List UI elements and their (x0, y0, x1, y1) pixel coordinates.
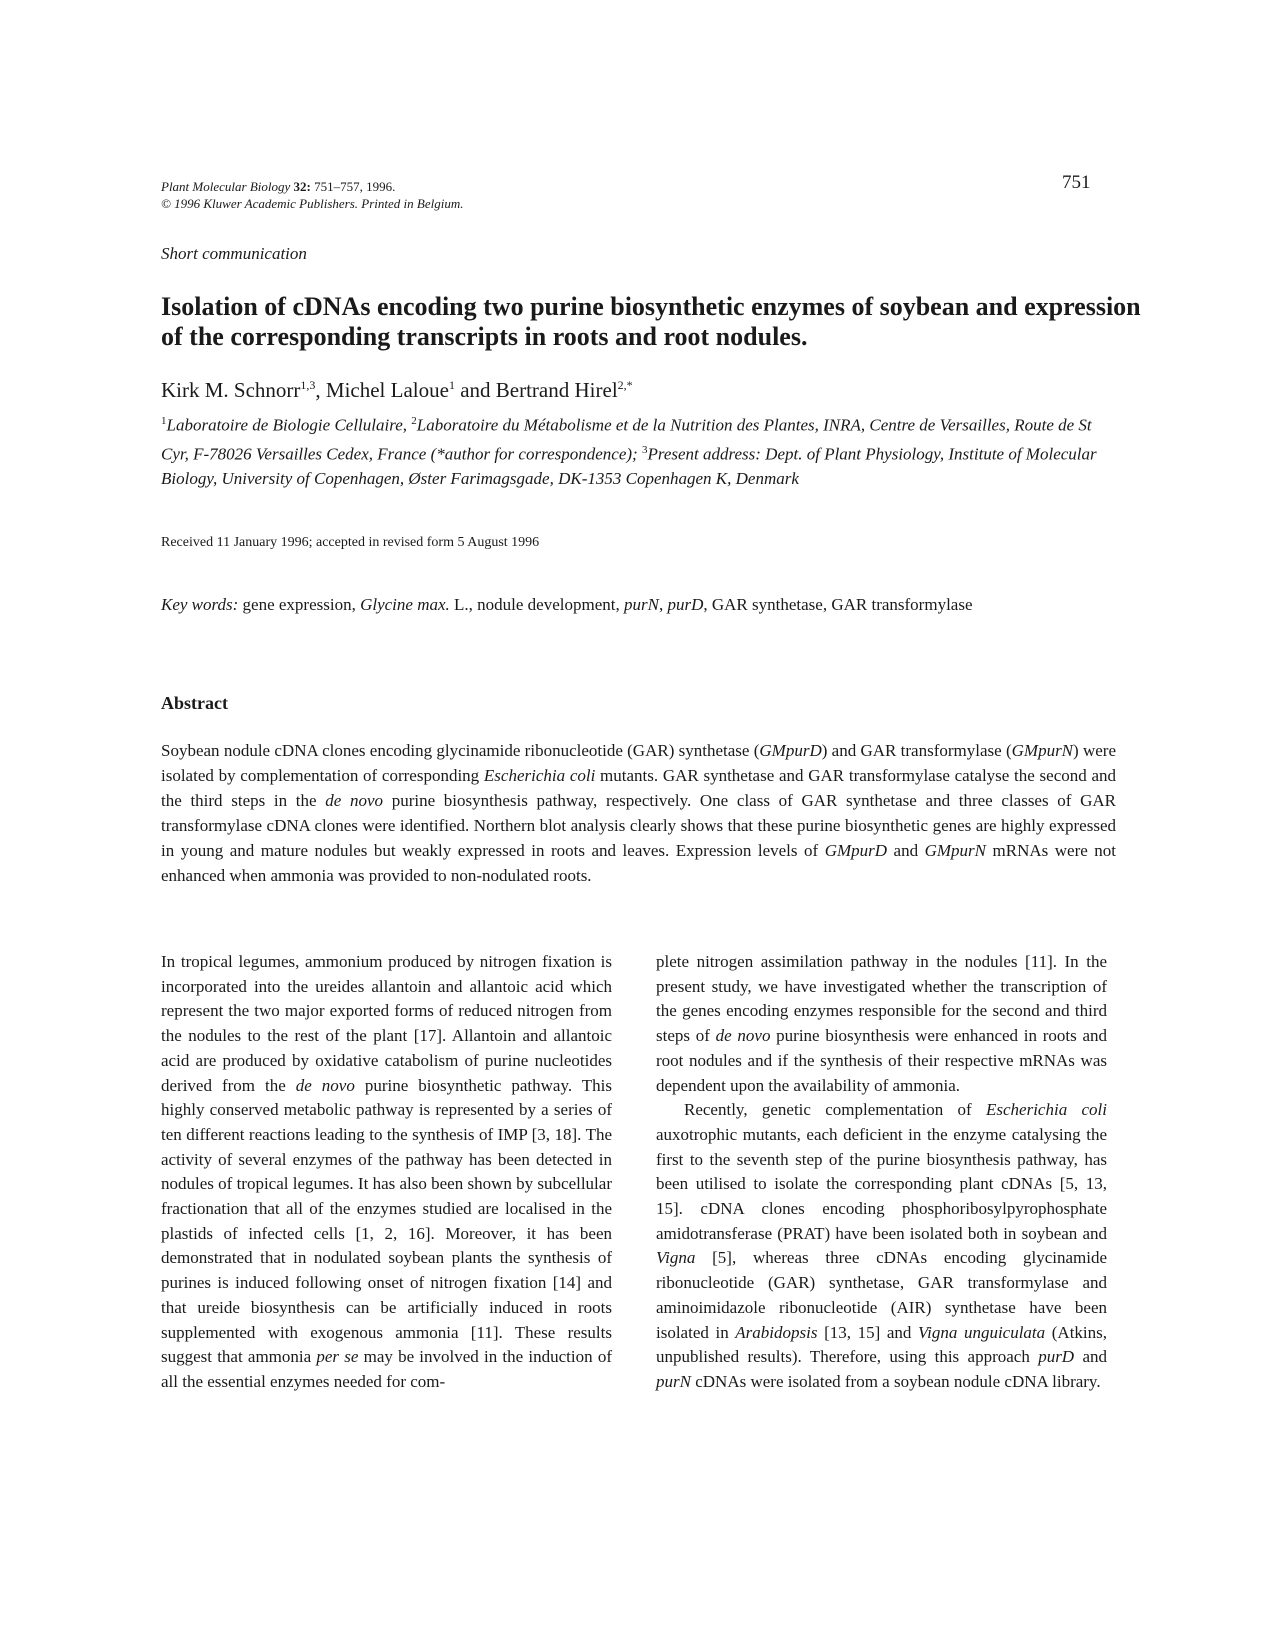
copyright-line: © 1996 Kluwer Academic Publishers. Printed in Belgium. (161, 196, 464, 211)
body-text: In tropical legumes, ammonium produced by nitrogen fixation is incorporated into the ureides allantoin and allantoic acid which represent the two major exported forms of reduced nitrogen from the nodules to the rest of the plant [17]. Allantoin and allantoic acid are produced by oxidative catabolism of purine nucleotides derived from the (161, 952, 612, 1095)
journal-name: Plant Molecular Biology (161, 179, 291, 194)
author-affil-mark: 2,* (617, 378, 633, 392)
author-list (161, 378, 633, 403)
body-paragraph (656, 1098, 1107, 1394)
affil-mark: 3 (641, 443, 648, 456)
affil-text: Laboratoire de Biologie Cellulaire, (166, 415, 412, 435)
affil-mark: 2 (411, 415, 417, 427)
body-text: auxotrophic mutants, each deficient in the enzyme catalysing the first to the seventh step of the purine biosynthesis pathway, has been utilised to isolate the corresponding plant cDNAs [5, 13, 15]. cDNA clones encoding phosphoribosylpyrophosphate amidotransferase (PRAT) have been isolated both in soybean and (656, 1124, 1107, 1243)
keywords (161, 592, 1116, 617)
body-text: Vigna unguiculata (918, 1322, 1046, 1342)
author-separator: and (454, 378, 496, 402)
abstract-text: GMpurD (759, 741, 822, 760)
journal-pages: 751–757, 1996. (314, 179, 396, 194)
body-text: per se (316, 1347, 359, 1367)
keywords-label: Key words: (161, 595, 239, 614)
body-text: de novo (715, 1026, 771, 1046)
body-text: Recently, genetic complementation of (684, 1100, 986, 1120)
body-text: [5], whereas three cDNAs encoding glycinamide ribonucleotide (GAR) synthetase, GAR transformylase and aminoimidazole ribonucleotide (AIR) synthetase have been isolated in (656, 1248, 1107, 1342)
keyword-text: purD (667, 595, 704, 614)
affil-text: Present address: Dept. of Plant Physiology, Institute of Molecular Biology, University of Copenhagen, Øster Farimagsgade, DK-1353 Copenhagen K, Denmark (161, 444, 1097, 489)
keyword-text: gene expression, (238, 595, 361, 614)
body-paragraph (656, 950, 1107, 1098)
author-name: Bertrand Hirel (495, 378, 618, 402)
abstract-text: GMpurD (824, 841, 888, 860)
abstract-text: mRNAs were not enhanced when ammonia was provided to non-nodulated roots. (161, 841, 1117, 885)
body-text: [13, 15] and (817, 1322, 918, 1342)
abstract-text: de novo (325, 791, 384, 810)
abstract-text: ) were isolated by complementation of corresponding (161, 741, 1116, 785)
body-text: (Atkins, unpublished results). Therefore, using this approach (656, 1322, 1108, 1367)
keyword-text: Glycine max. (360, 595, 450, 614)
body-text: purine biosynthetic pathway. This highly conserved metabolic pathway is represented by a series of ten different reactions leading to the synthesis of IMP [3, 18]. The activity of several enzymes of the pathway has been detected in nodules of tropical legumes. It has also been shown by subcellular fractionation that all of the enzymes studied are localised in the plastids of infected cells [1, 2, 16]. Moreover, it has been demonstrated that in nodulated soybean plants the synthesis of purines is induced following onset of nitrogen fixation [14] and that ureide biosynthesis can be artificially induced in roots supplemented with exogenous ammonia [11]. These results suggest that ammonia (161, 1075, 613, 1367)
body-text: purD (1038, 1347, 1075, 1367)
body-text: cDNAs were isolated from a soybean nodule cDNA library. (690, 1371, 1101, 1391)
keyword-text: , GAR synthetase, GAR transformylase (703, 595, 973, 614)
body-text: plete nitrogen assimilation pathway in the nodules [11]. In the present study, we have investigated whether the transcription of the genes encoding enzymes responsible for the second and third steps of (656, 952, 1107, 1046)
journal-citation (161, 178, 463, 212)
body-text: and (1074, 1347, 1107, 1367)
abstract-text: purine biosynthesis pathway, respectively. One class of GAR synthetase and three classes of GAR transformylase cDNA clones were identified. Northern blot analysis clearly shows that these purine biosynthetic genes are highly expressed in young and mature nodules but weakly expressed in roots and leaves. Expression levels of (161, 791, 1116, 860)
body-column-right (656, 950, 1107, 1395)
affiliations (161, 409, 1121, 491)
author-name: Michel Laloue (325, 378, 449, 402)
paper-title: Isolation of cDNAs encoding two purine biosynthetic enzymes of soybean and expression of the corresponding transcripts in roots and root nodules. (161, 292, 1141, 351)
author-affil-mark: 1 (448, 378, 455, 392)
abstract-heading: Abstract (161, 693, 228, 713)
abstract-text: mutants. GAR synthetase and GAR transformylase catalyse the second and the third steps in the (161, 766, 1117, 810)
body-text: purine biosynthesis were enhanced in roots and root nodules and if the synthesis of their respective mRNAs was dependent upon the availability of ammonia. (656, 1026, 1107, 1095)
keyword-text: , (658, 595, 668, 614)
abstract-text: ) and GAR transformylase ( (821, 741, 1012, 760)
received-dates: Received 11 January 1996; accepted in revised form 5 August 1996 (161, 535, 540, 550)
body-text: Vigna (656, 1248, 696, 1268)
journal-volume: 32: (293, 179, 311, 194)
body-text: may be involved in the induction of all the essential enzymes needed for com- (161, 1347, 612, 1391)
affil-text: Laboratoire du Métabolisme et de la Nutrition des Plantes, INRA, Centre de Versailles, Route de St Cyr, F-78026 Versailles Cedex, France (*author for correspondence); (161, 415, 1092, 464)
author-affil-mark: 1,3 (300, 378, 316, 392)
section-label: Short communication (161, 244, 307, 263)
body-text: purN (656, 1371, 691, 1391)
body-text: Escherichia coli (986, 1100, 1107, 1120)
abstract-text: Escherichia coli (483, 766, 596, 785)
body-text: de novo (295, 1075, 355, 1095)
abstract-text: GMpurN (924, 841, 987, 860)
body-column-left (161, 950, 612, 1395)
page-number: 751 (1062, 172, 1091, 193)
affil-mark: 1 (161, 415, 167, 427)
abstract-body (161, 738, 1116, 888)
keyword-text: purN (624, 595, 659, 614)
abstract-text: and (887, 841, 925, 860)
author-name: Kirk M. Schnorr (161, 378, 301, 402)
author-separator: , (315, 378, 326, 402)
body-paragraph (161, 950, 612, 1395)
keyword-text: L., nodule development, (449, 595, 624, 614)
abstract-text: GMpurN (1011, 741, 1074, 760)
abstract-text: Soybean nodule cDNA clones encoding glycinamide ribonucleotide (GAR) synthetase ( (161, 741, 760, 760)
body-text: Arabidopsis (735, 1322, 818, 1342)
